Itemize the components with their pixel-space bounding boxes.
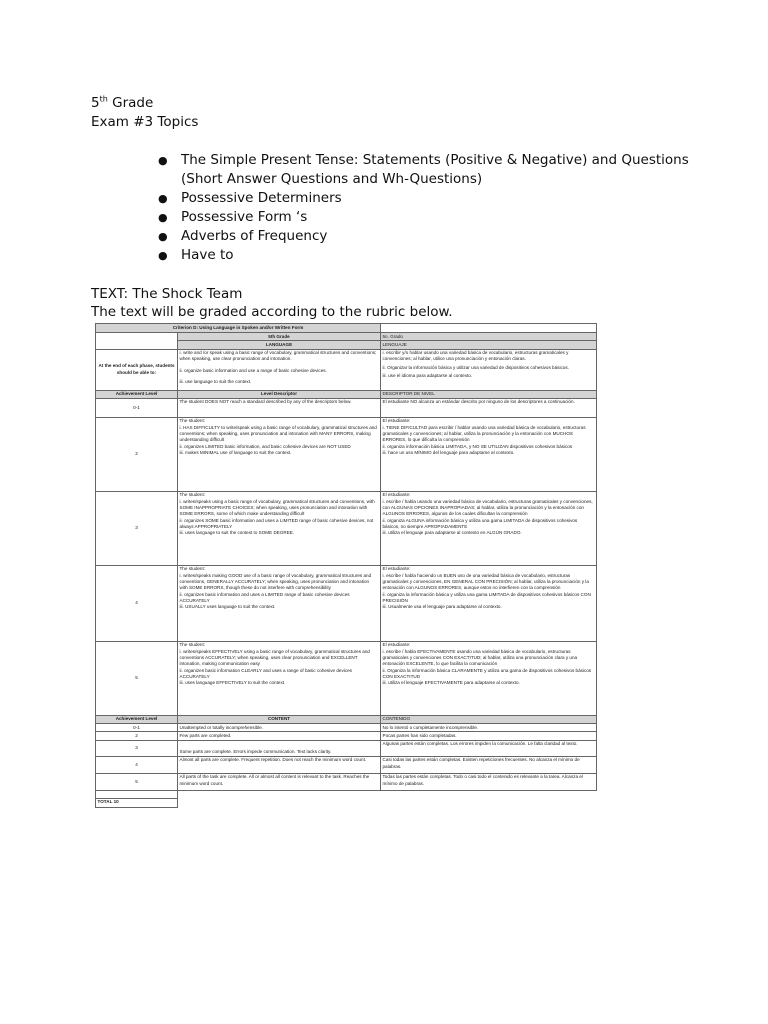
criterion-blank xyxy=(381,324,597,333)
achievement-label: Achievement Level xyxy=(96,715,178,723)
content-level: 4 xyxy=(96,756,178,773)
topic-item: ● The Simple Present Tense: Statements (Positive & Negative) and Questions (Short Answer Questions and Wh-Questions) xyxy=(158,152,689,187)
level-en: The student: i. writes/speaks making GOOD use of a basic range of vocabulary, grammatical structures and conventions, GENERALLY ACCURATELY; when speaking, uses pronunciation and intonation with SOME ERRORS, though these do not interfere with comprehensibility ii. organizes basic information and uses a LIMITED range of basic cohesive devices ACCURATELY iii. USUALLY uses language to suit the context. xyxy=(178,565,381,641)
text-title: TEXT: The Shock Team xyxy=(91,286,243,302)
spacer-cell xyxy=(381,790,597,798)
language-es: LENGUAJE xyxy=(381,341,597,349)
level-number: 5 xyxy=(96,641,178,715)
content-en-cell: Few parts are completed. xyxy=(178,732,381,740)
content-en-cell: Some parts are complete. Errors impede communication. Text lacks clarity. xyxy=(178,740,381,756)
total-blank xyxy=(381,798,597,807)
topic-item: ● Adverbs of Frequency xyxy=(158,228,328,244)
bullet-icon: ● xyxy=(158,192,168,205)
content-level: 0-1 xyxy=(96,724,178,732)
content-es-cell: Casi todas las partes están completas. Existen repeticiones frecuentes. No alcanza el mínimo de palabras. xyxy=(381,756,597,773)
level-es: El estudiante: i. TIENE DIFICULTAD para escribir / hablar usando una variedad básica de vocabulario, estructuras gramaticales y convenciones; al hablar, utiliza la pronunciación y la entonación con MUCHOS ERRORES, lo que dificulta la comprensión ii. organiza información básica LIMITADA, y NO SE UTILIZAN dispositivos cohesivos básicos iii. hace un uso MÍNIMO del lenguaje para adaptarse al contexto. xyxy=(381,417,597,491)
level-es: El estudiante: i. escribe / habla EFECTIVAMENTE usando una variedad básica de vocabulario, estructuras gramaticales y convenciones CON EXACTITUD; al hablar, utiliza una pronunciación clara y una entonación EXCELENTE, lo que facilita la comunicación ii. Organiza la información básica CLARAMENTE y utiliza una gama de dispositivos cohesivos básicos CON EXACTITUD iii. utiliza el lenguaje EFECTIVAMENTE para adaptarse al contexto. xyxy=(381,641,597,715)
level-row xyxy=(96,398,597,417)
level-es: El estudiante: i. escribe / habla haciendo un BUEN uso de una variedad básica de vocabulario, estructuras gramaticales y convenciones, EN GENERAL CON PRECISIÓN; al hablar, utiliza la pronunciación y la entonación con ALGUNOS ERRORES, aunque estos no interfieren con la comprensión ii. organiza la información básica y utiliza una gama LIMITADA de dispositivos cohesivos básicos CON PRECISIÓN iii. Usualmente usa el lenguaje para adaptarse al contexto. xyxy=(381,565,597,641)
bullet-icon: ● xyxy=(158,249,168,262)
content-header-row xyxy=(96,715,597,723)
objectives-es: i. escribir y/o hablar usando una variedad básica de vocabulario, estructuras gramaticales y convenciones; al hablar, utilice una pronunciación y entonación claras. ii. Organizar la información básica y utilizar una variedad de dispositivos cohesivos básicos. iii. use el idioma para adaptarse al contexto. xyxy=(381,349,597,390)
level-row xyxy=(96,491,597,565)
grade-es: 5o. Grado xyxy=(381,333,597,341)
total-row xyxy=(96,798,597,807)
spacer-row xyxy=(96,790,597,798)
content-level: 3 xyxy=(96,740,178,756)
exam-heading: Exam #3 Topics xyxy=(91,114,199,130)
level-es: El estudiante NO alcanza un estándar descrito por ninguno de los descriptores a continuación. xyxy=(381,398,597,417)
content-es: CONTENIDO xyxy=(381,715,597,723)
grading-note: The text will be graded according to the rubric below. xyxy=(91,304,453,320)
content-en: CONTENT xyxy=(178,715,381,723)
level-descriptor-es: DESCRIPTOR DE NIVEL xyxy=(381,390,597,398)
level-en: The student DOES NOT reach a standard described by any of the descriptors below. xyxy=(178,398,381,417)
total-blank xyxy=(178,798,381,807)
level-number: 4 xyxy=(96,565,178,641)
criterion-row xyxy=(96,324,597,333)
content-es-cell: Pocas partes han sido completadas. xyxy=(381,732,597,740)
topics-list xyxy=(158,151,698,265)
content-es-cell: No lo intentó o completamente incomprensible. xyxy=(381,724,597,732)
content-level: 5 xyxy=(96,773,178,790)
level-row xyxy=(96,641,597,715)
grade-blank xyxy=(96,333,178,350)
spacer-cell xyxy=(96,790,178,798)
topic-item: ● Have to xyxy=(158,247,234,263)
intro-label: At the end of each phase, students should be able to: xyxy=(96,349,178,390)
grade-row xyxy=(96,333,597,341)
topic-item: ● Possessive Determiners xyxy=(158,190,342,206)
content-es-cell: Algunas partes están completas. Los errores impiden la comunicación. Le falta claridad al texto. xyxy=(381,740,597,756)
content-en-cell: Unattempted or totally incomprehensible. xyxy=(178,724,381,732)
language-en: LANGUAGE xyxy=(178,341,381,349)
content-en-cell: Almost all parts are complete. Frequent repetition. Does not reach the minimum word count. xyxy=(178,756,381,773)
content-row xyxy=(96,724,597,732)
topic-item: ● Possessive Form ‘s xyxy=(158,209,308,225)
grade-heading: 5th Grade xyxy=(91,94,154,111)
level-row xyxy=(96,417,597,491)
bullet-icon: ● xyxy=(158,154,168,167)
level-number: 0-1 xyxy=(96,398,178,417)
objectives-row xyxy=(96,349,597,390)
criterion-title: Criterion D: Using Language in Spoken and/or Written Form xyxy=(96,324,381,333)
level-descriptor-en: Level Descriptor xyxy=(178,390,381,398)
level-en: The student: i. HAS DIFFICULTY to write/speak using a basic range of vocabulary, grammatical structures and conventions; when speaking, uses pronunciation and intonation with MANY ERRORS, making understanding difficult ii. organizes LIMITED basic information, and basic cohesive devices are NOT USED iii. makes MINIMAL use of language to suit the context. xyxy=(178,417,381,491)
achievement-label: Achievement Level xyxy=(96,390,178,398)
spacer-cell xyxy=(178,790,381,798)
content-row xyxy=(96,740,597,756)
level-header-row xyxy=(96,390,597,398)
content-row xyxy=(96,732,597,740)
content-level: 2 xyxy=(96,732,178,740)
bullet-icon: ● xyxy=(158,211,168,224)
content-row xyxy=(96,773,597,790)
content-row xyxy=(96,756,597,773)
level-number: 3 xyxy=(96,491,178,565)
level-en: The student: i. writes/speaks using a basic range of vocabulary, grammatical structures and conventions, with SOME INAPPROPRIATE CHOICES; when speaking, uses pronunciation and intonation with SOME ERRORS, some of which make understanding difficult ii. organizes SOME basic information and uses a LIMITED range of basic cohesive devices, not always APPROPRIATELY iii. uses language to suit the context to SOME DEGREE. xyxy=(178,491,381,565)
total-label: TOTAL 10 xyxy=(96,798,178,807)
level-row xyxy=(96,565,597,641)
level-number: 2 xyxy=(96,417,178,491)
content-en-cell: All parts of the task are complete. All or almost all content is relevant to the task. Reaches the minimum word count. xyxy=(178,773,381,790)
objectives-en: i. write and /or speak using a basic range of vocabulary, grammatical structures and conventions; when speaking, use clear pronunciation and intonation. ii. organize basic information and use a range of basic cohesive devices. iii. use language to suit the context. xyxy=(178,349,381,390)
bullet-icon: ● xyxy=(158,230,168,243)
level-es: El estudiante: i. escribe / habla usando una variedad básica de vocabulario, estructuras gramaticales y convenciones, con ALGUNAS OPCIONES INAPROPIADAS; al hablar, utiliza la pronunciación y la entonación con ALGUNOS ERRORES, algunos de los cuales dificultan la comprensión ii. organiza ALGUNA información básica y utiliza una gama LIMITADA de dispositivos cohesivos básicos, no siempre APROPIADAMENTE iii. utiliza el lenguaje para adaptarse al contexto en ALGÚN GRADO. xyxy=(381,491,597,565)
content-es-cell: Todas las partes están completas. Todo o casi todo el contenido es relevante a la tarea. Alcanza el mínimo de palabras. xyxy=(381,773,597,790)
grade-en: 5th Grade xyxy=(178,333,381,341)
level-en: The student: i. writes/speaks EFFECTIVELY using a basic range of vocabulary, grammatical structures and conventions ACCURATELY; when speaking, uses clear pronunciation and EXCELLENT intonation, making communication easy ii. organizes basic information CLEARLY and uses a range of basic cohesive devices ACCURATELY iii. uses language EFFECTIVELY to suit the context. xyxy=(178,641,381,715)
rubric-table xyxy=(95,323,597,808)
